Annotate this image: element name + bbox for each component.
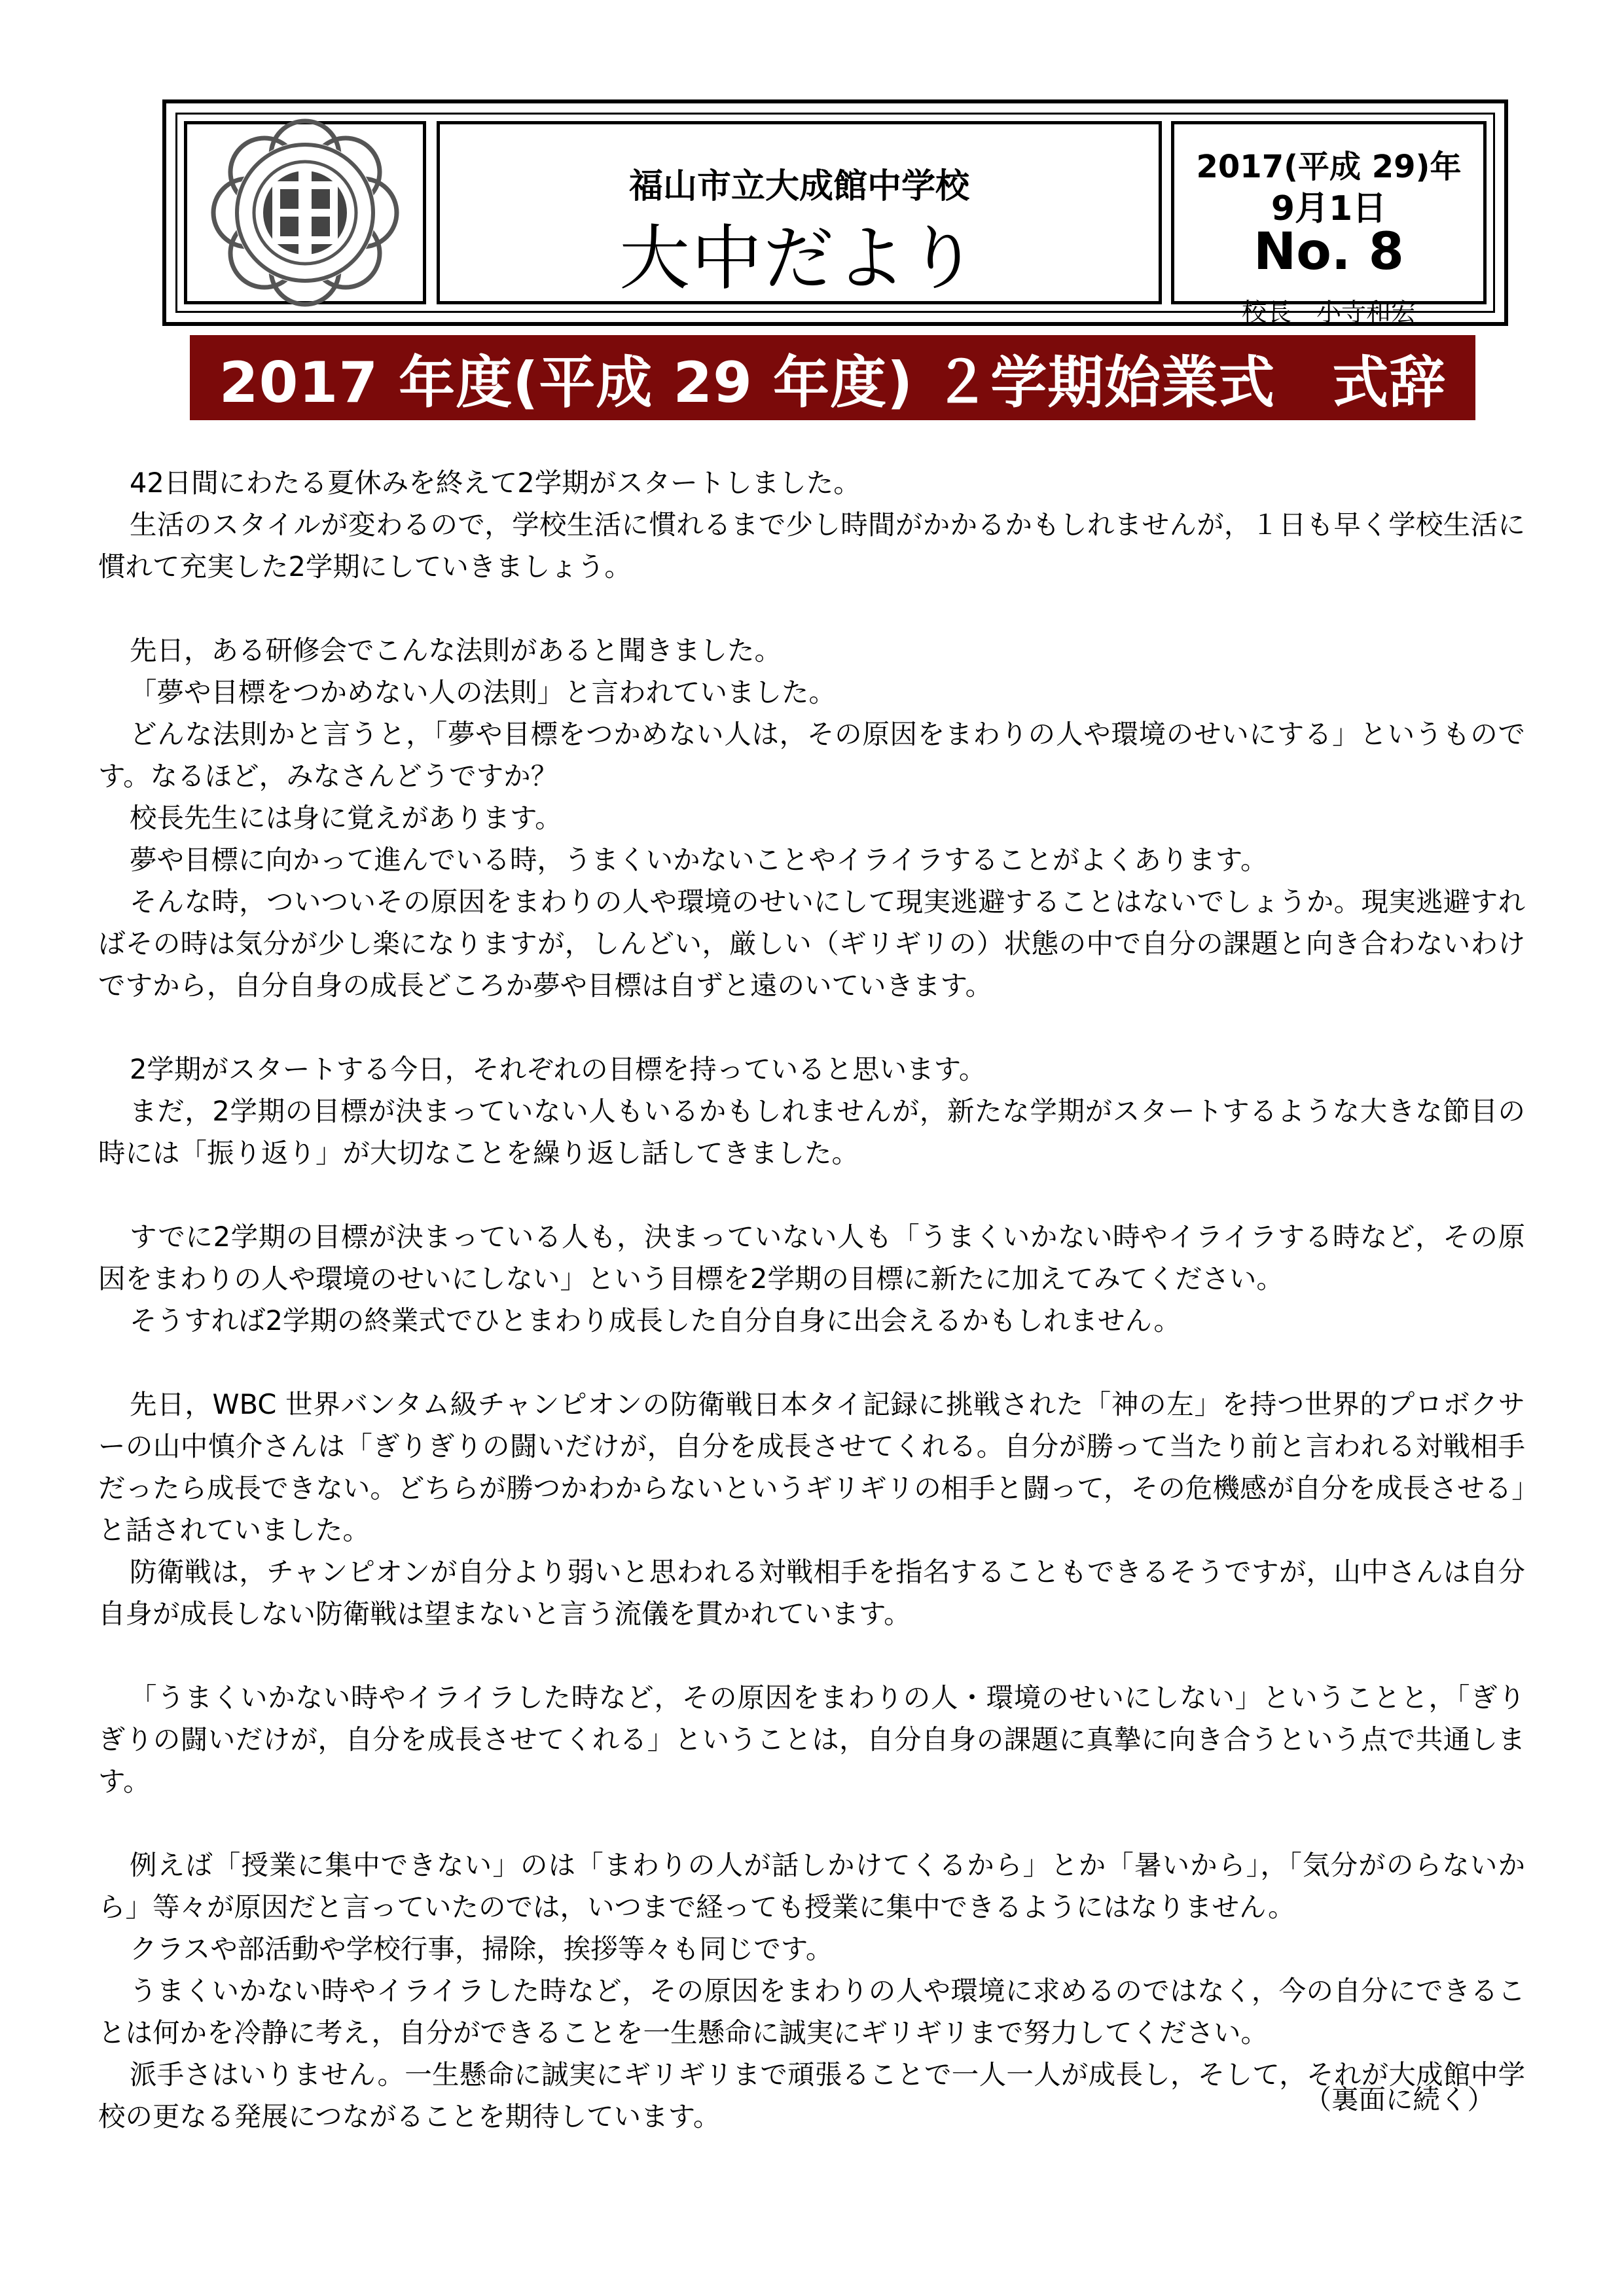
paragraph-gap — [98, 1803, 1525, 1844]
paragraph: クラスや部活動や学校行事，掃除，挨拶等々も同じです。 — [130, 1933, 833, 1965]
paragraph: 先日，ある研修会でこんな法則があると聞きました。 — [130, 634, 782, 666]
paragraph: まだ，2学期の目標が決まっていない人もいるかもしれませんが，新たな学期がスタートするような大きな節目の時には「振り返り」が大切なことを繰り返し話してきました。 — [98, 1095, 1525, 1169]
paragraph: 42日間にわたる夏休みを終えて2学期がスタートしました。 — [130, 467, 861, 499]
paragraph: 2学期がスタートする今日，それぞれの目標を持っていると思います。 — [130, 1053, 986, 1085]
principal-name: 校長 小寺和宏 — [1241, 298, 1416, 327]
speech-body — [98, 462, 1525, 2138]
paragraph: 例えば「授業に集中できない」のは「まわりの人が話しかけてくるから」とか「暑いから」，「気分がのらないから」等々が原因だと言っていたのでは，いつまで経っても授業に集中できるようにはなりません。 — [98, 1849, 1525, 1923]
paragraph-gap — [98, 588, 1525, 630]
paragraph: そんな時，ついついその原因をまわりの人や環境のせいにして現実逃避することはないでしょうか。現実逃避すればその時は気分が少し楽になりますが，しんどい，厳しい（ギリギリの）状態の中で自分の課題と向き合わないわけですから，自分自身の成長どころか夢や目標は自ずと遠のいていきます。 — [98, 886, 1525, 1001]
title-cell — [437, 121, 1162, 304]
paragraph: 「うまくいかない時やイライラした時など，その原因をまわりの人・環境のせいにしない」ということと，「ぎりぎりの闘いだけが，自分を成長させてくれる」ということは，自分自身の課題に真摯に向き合うという点で共通します。 — [98, 1681, 1525, 1797]
school-name: 福山市立大成館中学校 — [628, 167, 969, 206]
newsletter-title: 大中だより — [619, 218, 979, 300]
paragraph: どんな法則かと言うと，「夢や目標をつかめない人は，その原因をまわりの人や環境のせいにする」というものです。なるほど，みなさんどうですか？ — [98, 718, 1525, 792]
emblem-cell — [184, 121, 426, 304]
issue-year: 2017(平成 29)年 — [1196, 149, 1462, 185]
issue-month-day: 9月1日 — [1271, 189, 1387, 228]
paragraph: そうすれば2学期の終業式でひとまわり成長した自分自身に出会えるかもしれません。 — [130, 1304, 1181, 1336]
continued-note: （裏面に続く） — [1304, 2083, 1494, 2115]
paragraph-gap — [98, 1635, 1525, 1677]
masthead — [162, 99, 1508, 326]
school-emblem-icon — [207, 115, 403, 311]
paragraph-gap — [98, 1007, 1525, 1049]
paragraph: 生活のスタイルが変わるので，学校生活に慣れるまで少し時間がかかるかもしれませんが，１日も早く学校生活に慣れて充実した2学期にしていきましょう。 — [98, 509, 1525, 583]
paragraph-gap — [98, 1342, 1525, 1384]
paragraph: 「夢や目標をつかめない人の法則」と言われていました。 — [130, 676, 837, 708]
paragraph-gap — [98, 1174, 1525, 1216]
issue-cell — [1171, 121, 1487, 327]
heading-band: 2017 年度(平成 29 年度) ２学期始業式 式辞 — [190, 335, 1475, 420]
paragraph: うまくいかない時やイライラした時など，その原因をまわりの人や環境に求めるのではなく，今の自分にできることは何かを冷静に考え，自分ができることを一生懸命に誠実にギリギリまで努力してください。 — [98, 1975, 1525, 2049]
paragraph: 防衛戦は，チャンピオンが自分より弱いと思われる対戦相手を指名することもできるそうですが，山中さんは自分自身が成長しない防衛戦は望まないと言う流儀を貫かれています。 — [98, 1556, 1525, 1630]
paragraph: すでに2学期の目標が決まっている人も，決まっていない人も「うまくいかない時やイライラする時など，その原因をまわりの人や環境のせいにしない」という目標を2学期の目標に新たに加えてみてください。 — [98, 1221, 1525, 1295]
paragraph: 派手さはいりません。一生懸命に誠実にギリギリまで頑張ることで一人一人が成長し，そして，それが大成館中学校の更なる発展につながることを期待しています。 — [98, 2058, 1525, 2132]
masthead-inner-frame — [175, 113, 1495, 327]
paragraph: 先日，WBC 世界バンタム級チャンピオンの防衛戦日本タイ記録に挑戦された「神の左」を持つ世界的プロボクサーの山中慎介さんは「ぎりぎりの闘いだけが，自分を成長させてくれる。自分が勝って当たり前と言われる対戦相手だったら成長できない。どちらが勝つかわからないというギリギリの相手と闘って，その危機感が自分を成長させる」と話されていました。 — [98, 1388, 1525, 1546]
issue-number: No. 8 — [1254, 223, 1404, 281]
paragraph: 夢や目標に向かって進んでいる時，うまくいかないことやイライラすることがよくあります。 — [130, 844, 1268, 876]
paragraph: 校長先生には身に覚えがあります。 — [130, 802, 562, 834]
